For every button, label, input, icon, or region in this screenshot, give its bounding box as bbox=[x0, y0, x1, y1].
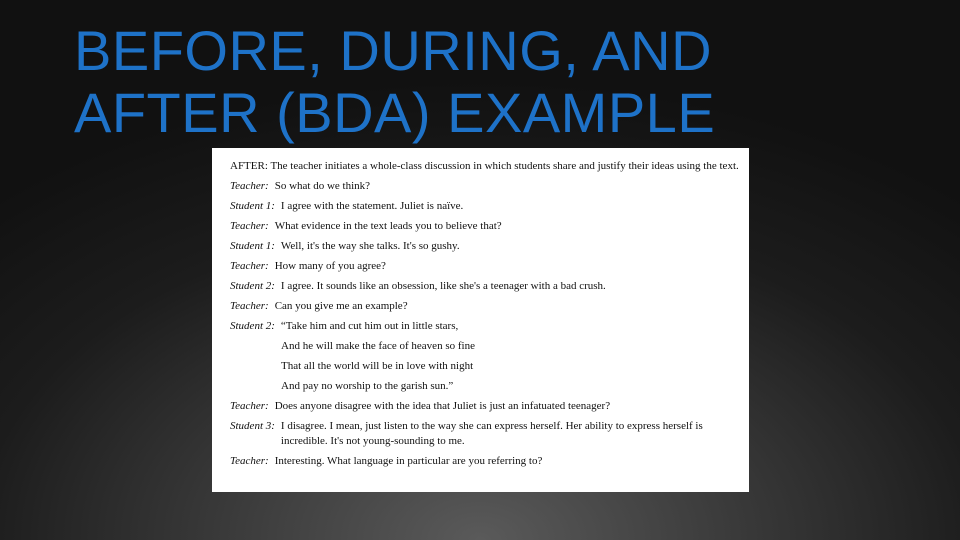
dialogue-line bbox=[230, 179, 739, 194]
dialogue-text: “Take him and cut him out in little stars, bbox=[280, 320, 459, 332]
dialogue-text: I disagree. I mean, just listen to the way she can express herself. Her ability to express herself is incredible. It's not young-sounding to me. bbox=[280, 420, 703, 447]
dialogue-text: Can you give me an example? bbox=[274, 300, 408, 312]
dialogue-line bbox=[230, 399, 739, 414]
speaker-label: Student 2: bbox=[230, 320, 275, 332]
speaker-label: Student 3: bbox=[230, 420, 275, 432]
dialogue-line bbox=[230, 219, 739, 234]
dialogue-text: Interesting. What language in particular are you referring to? bbox=[274, 454, 543, 467]
speaker-label: Teacher: bbox=[230, 260, 269, 272]
dialogue-text: Does anyone disagree with the idea that Juliet is just an infatuated teenager? bbox=[274, 400, 611, 412]
slide-title bbox=[74, 20, 934, 144]
dialogue-text: So what do we think? bbox=[274, 180, 371, 192]
speaker-label: Student 1: bbox=[230, 200, 275, 212]
dialogue-line bbox=[230, 259, 739, 274]
poem-text: That all the world will be in love with night bbox=[281, 360, 474, 372]
dialogue-line bbox=[230, 454, 739, 469]
slide-title-line-1: BEFORE, DURING, AND bbox=[74, 19, 713, 82]
dialogue-line bbox=[230, 239, 739, 254]
dialogue-line bbox=[230, 419, 739, 448]
speaker-label: Student 2: bbox=[230, 280, 275, 292]
poem-text: And pay no worship to the garish sun.” bbox=[281, 380, 454, 392]
dialogue-text: I agree with the statement. Juliet is naïve. bbox=[280, 200, 464, 212]
slide-title-line-2: AFTER (BDA) EXAMPLE bbox=[74, 81, 716, 144]
excerpt-intro: AFTER: The teacher initiates a whole-class discussion in which students share and justify their ideas using the text. bbox=[230, 160, 739, 172]
dialogue-line bbox=[230, 199, 739, 214]
poem-line bbox=[230, 339, 739, 354]
poem-text: And he will make the face of heaven so fine bbox=[281, 340, 475, 352]
dialogue-text: What evidence in the text leads you to believe that? bbox=[274, 220, 502, 232]
dialogue-text: How many of you agree? bbox=[274, 260, 386, 272]
dialogue-line bbox=[230, 279, 739, 294]
dialogue-text: I agree. It sounds like an obsession, like she's a teenager with a bad crush. bbox=[280, 280, 606, 292]
dialogue-line bbox=[230, 319, 739, 334]
dialogue-text: Well, it's the way she talks. It's so gushy. bbox=[280, 240, 460, 252]
dialogue-line bbox=[230, 299, 739, 314]
speaker-label: Teacher: bbox=[230, 220, 269, 232]
speaker-label: Student 1: bbox=[230, 240, 275, 252]
speaker-label: Teacher: bbox=[230, 300, 269, 312]
transcript-excerpt-image bbox=[212, 148, 749, 492]
speaker-label: Teacher: bbox=[230, 400, 269, 412]
poem-line bbox=[230, 359, 739, 374]
poem-line bbox=[230, 379, 739, 394]
speaker-label: Teacher: bbox=[230, 454, 269, 467]
speaker-label: Teacher: bbox=[230, 180, 269, 192]
